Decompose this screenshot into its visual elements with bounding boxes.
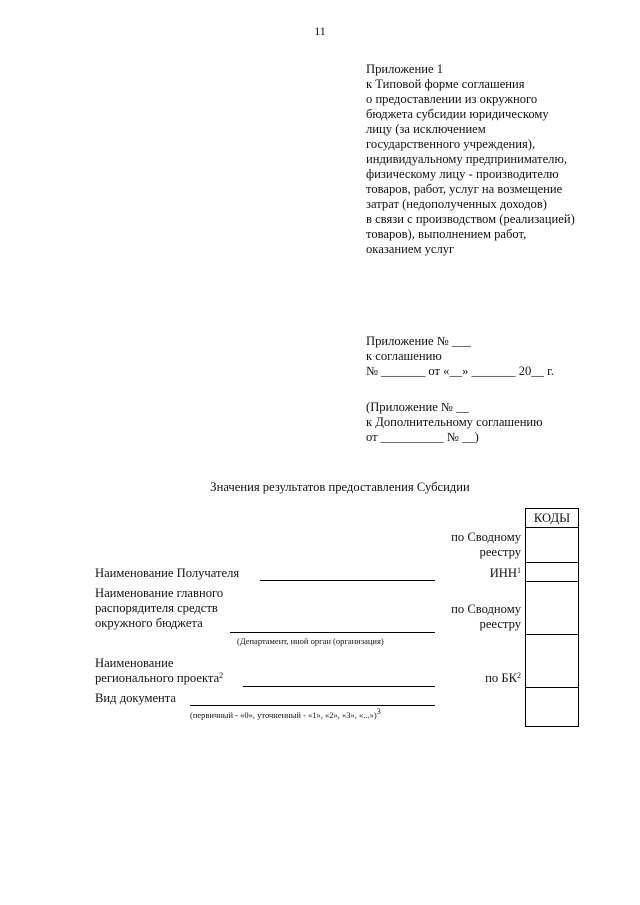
appendix-ref-line: товаров, работ, услуг на возмещение bbox=[366, 182, 563, 196]
regional-project-line bbox=[95, 671, 223, 686]
appendix-additional-block bbox=[366, 400, 543, 445]
chief-manager-hint: (Департамент, иной орган (организация) bbox=[237, 636, 384, 646]
regional-project-text: регионального проекта bbox=[95, 671, 220, 685]
consolidated-registry-line: реестру bbox=[479, 545, 521, 559]
appendix-ref-line: лицу (за исключением bbox=[366, 122, 486, 136]
appendix-ref-line: к Типовой форме соглашения bbox=[366, 77, 525, 91]
appendix-ref-line: о предоставлении из окружного bbox=[366, 92, 538, 106]
inn-footnote-mark: 1 bbox=[517, 566, 521, 575]
appendix-ref-line: товаров), выполнением работ, bbox=[366, 227, 527, 241]
appendix-agreement-block bbox=[366, 334, 554, 379]
recipient-label: Наименование Получателя bbox=[95, 566, 240, 580]
inn-label-text: ИНН bbox=[489, 566, 517, 580]
bk-label-text: по БК bbox=[485, 671, 517, 685]
appendix-agreement-line: Приложение № ___ bbox=[366, 334, 471, 348]
consolidated-registry-label-2 bbox=[451, 602, 521, 632]
regional-project-label bbox=[95, 656, 223, 686]
appendix-ref-line: затрат (недополученных доходов) bbox=[366, 197, 547, 211]
regional-project-footnote-mark: 2 bbox=[219, 671, 224, 680]
regional-project-field-line[interactable] bbox=[243, 686, 435, 687]
appendix-additional-line: (Приложение № __ bbox=[366, 400, 469, 414]
appendix-agreement-line: № _______ от «__» _______ 20__ г. bbox=[366, 364, 554, 378]
code-box-bk[interactable] bbox=[525, 635, 579, 688]
code-box-doc-type[interactable] bbox=[525, 688, 579, 727]
consolidated-registry-line: по Сводному bbox=[451, 530, 521, 544]
codes-header: КОДЫ bbox=[525, 508, 579, 528]
recipient-field-line[interactable] bbox=[260, 580, 435, 581]
appendix-ref-line: индивидуальному предпринимателю, bbox=[366, 152, 567, 166]
regional-project-line: Наименование bbox=[95, 656, 174, 670]
chief-manager-line: окружного бюджета bbox=[95, 616, 203, 630]
appendix-additional-line: от __________ № __) bbox=[366, 430, 479, 444]
chief-manager-label bbox=[95, 586, 223, 631]
doc-type-hint bbox=[190, 707, 381, 720]
doc-type-field-line[interactable] bbox=[190, 705, 435, 706]
chief-manager-line: Наименование главного bbox=[95, 586, 224, 600]
code-box-inn[interactable] bbox=[525, 563, 579, 582]
bk-footnote-mark: 2 bbox=[517, 671, 521, 680]
appendix-ref-line: бюджета субсидии юридическому bbox=[366, 107, 549, 121]
inn-label bbox=[490, 566, 521, 581]
appendix-additional-line: к Дополнительному соглашению bbox=[366, 415, 543, 429]
code-box-consolidated-registry-1[interactable] bbox=[525, 528, 579, 563]
page-number: 11 bbox=[314, 24, 326, 38]
appendix-ref-line: государственного учреждения), bbox=[366, 137, 536, 151]
appendix-agreement-line: к соглашению bbox=[366, 349, 442, 363]
appendix-ref-line: оказанием услуг bbox=[366, 242, 455, 256]
chief-manager-field-line[interactable] bbox=[230, 632, 435, 633]
appendix-ref-line: физическому лицу - производителю bbox=[366, 167, 559, 181]
bk-label bbox=[485, 671, 521, 686]
appendix-reference-block bbox=[366, 62, 575, 257]
chief-manager-line: распорядителя средств bbox=[95, 601, 218, 615]
consolidated-registry-line: реестру bbox=[479, 617, 521, 631]
document-title: Значения результатов предоставления Субсидии bbox=[210, 480, 470, 494]
consolidated-registry-line: по Сводному bbox=[451, 602, 521, 616]
doc-type-hint-text: (первичный - «0», уточненный - «1», «2», «3», «...») bbox=[190, 710, 377, 720]
consolidated-registry-label-1 bbox=[451, 530, 521, 560]
appendix-ref-line: Приложение 1 bbox=[366, 62, 444, 76]
doc-type-footnote-mark: 3 bbox=[376, 707, 381, 716]
appendix-ref-line: в связи с производством (реализацией) bbox=[366, 212, 575, 226]
doc-type-label: Вид документа bbox=[95, 691, 177, 705]
code-box-consolidated-registry-2[interactable] bbox=[525, 582, 579, 635]
